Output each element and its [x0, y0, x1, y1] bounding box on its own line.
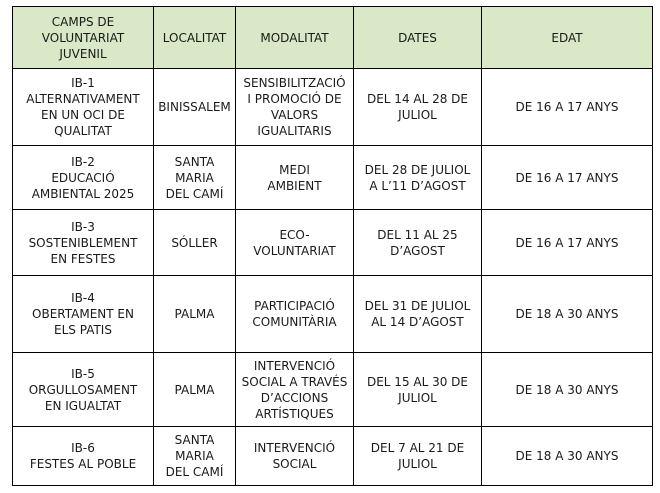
cell-localitat: BINISSALEM	[154, 69, 236, 146]
cell-edat: DE 16 A 17 ANYS	[482, 69, 653, 146]
header-edat: EDAT	[482, 7, 653, 69]
cell-edat: DE 18 A 30 ANYS	[482, 276, 653, 353]
header-camps: CAMPS DE VOLUNTARIAT JUVENIL	[13, 7, 154, 69]
cell-modalitat: PARTICIPACIÓ COMUNITÀRIA	[236, 276, 354, 353]
cell-camp: IB-5 ORGULLOSAMENT EN IGUALTAT	[13, 353, 154, 427]
cell-edat: DE 16 A 17 ANYS	[482, 146, 653, 210]
cell-localitat: SANTA MARIA DEL CAMÍ	[154, 146, 236, 210]
table-row	[13, 276, 653, 353]
cell-modalitat: INTERVENCIÓ SOCIAL A TRAVÉS D’ACCIONS ARTÍSTIQUES	[236, 353, 354, 427]
cell-modalitat: ECO- VOLUNTARIAT	[236, 210, 354, 276]
cell-dates: DEL 11 AL 25 D’AGOST	[354, 210, 482, 276]
table-row	[13, 69, 653, 146]
table-row	[13, 427, 653, 486]
table-row	[13, 146, 653, 210]
cell-localitat: PALMA	[154, 276, 236, 353]
cell-camp: IB-3 SOSTENIBLEMENT EN FESTES	[13, 210, 154, 276]
cell-localitat: PALMA	[154, 353, 236, 427]
cell-dates: DEL 15 AL 30 DE JULIOL	[354, 353, 482, 427]
cell-edat: DE 18 A 30 ANYS	[482, 427, 653, 486]
cell-modalitat: INTERVENCIÓ SOCIAL	[236, 427, 354, 486]
cell-localitat: SÓLLER	[154, 210, 236, 276]
cell-localitat: SANTA MARIA DEL CAMÍ	[154, 427, 236, 486]
header-modalitat: MODALITAT	[236, 7, 354, 69]
header-dates: DATES	[354, 7, 482, 69]
cell-dates: DEL 14 AL 28 DE JULIOL	[354, 69, 482, 146]
header-localitat: LOCALITAT	[154, 7, 236, 69]
cell-dates: DEL 28 DE JULIOL A L’11 D’AGOST	[354, 146, 482, 210]
cell-dates: DEL 31 DE JULIOL AL 14 D’AGOST	[354, 276, 482, 353]
cell-camp: IB-4 OBERTAMENT EN ELS PATIS	[13, 276, 154, 353]
cell-dates: DEL 7 AL 21 DE JULIOL	[354, 427, 482, 486]
cell-camp: IB-2 EDUCACIÓ AMBIENTAL 2025	[13, 146, 154, 210]
table-row	[13, 210, 653, 276]
cell-modalitat: SENSIBILITZACIÓ I PROMOCIÓ DE VALORS IGUALITARIS	[236, 69, 354, 146]
cell-camp: IB-6 FESTES AL POBLE	[13, 427, 154, 486]
camps-table	[12, 6, 653, 486]
cell-edat: DE 18 A 30 ANYS	[482, 353, 653, 427]
table-row	[13, 353, 653, 427]
header-row	[13, 7, 653, 69]
cell-edat: DE 16 A 17 ANYS	[482, 210, 653, 276]
cell-modalitat: MEDI AMBIENT	[236, 146, 354, 210]
cell-camp: IB-1 ALTERNATIVAMENT EN UN OCI DE QUALITAT	[13, 69, 154, 146]
